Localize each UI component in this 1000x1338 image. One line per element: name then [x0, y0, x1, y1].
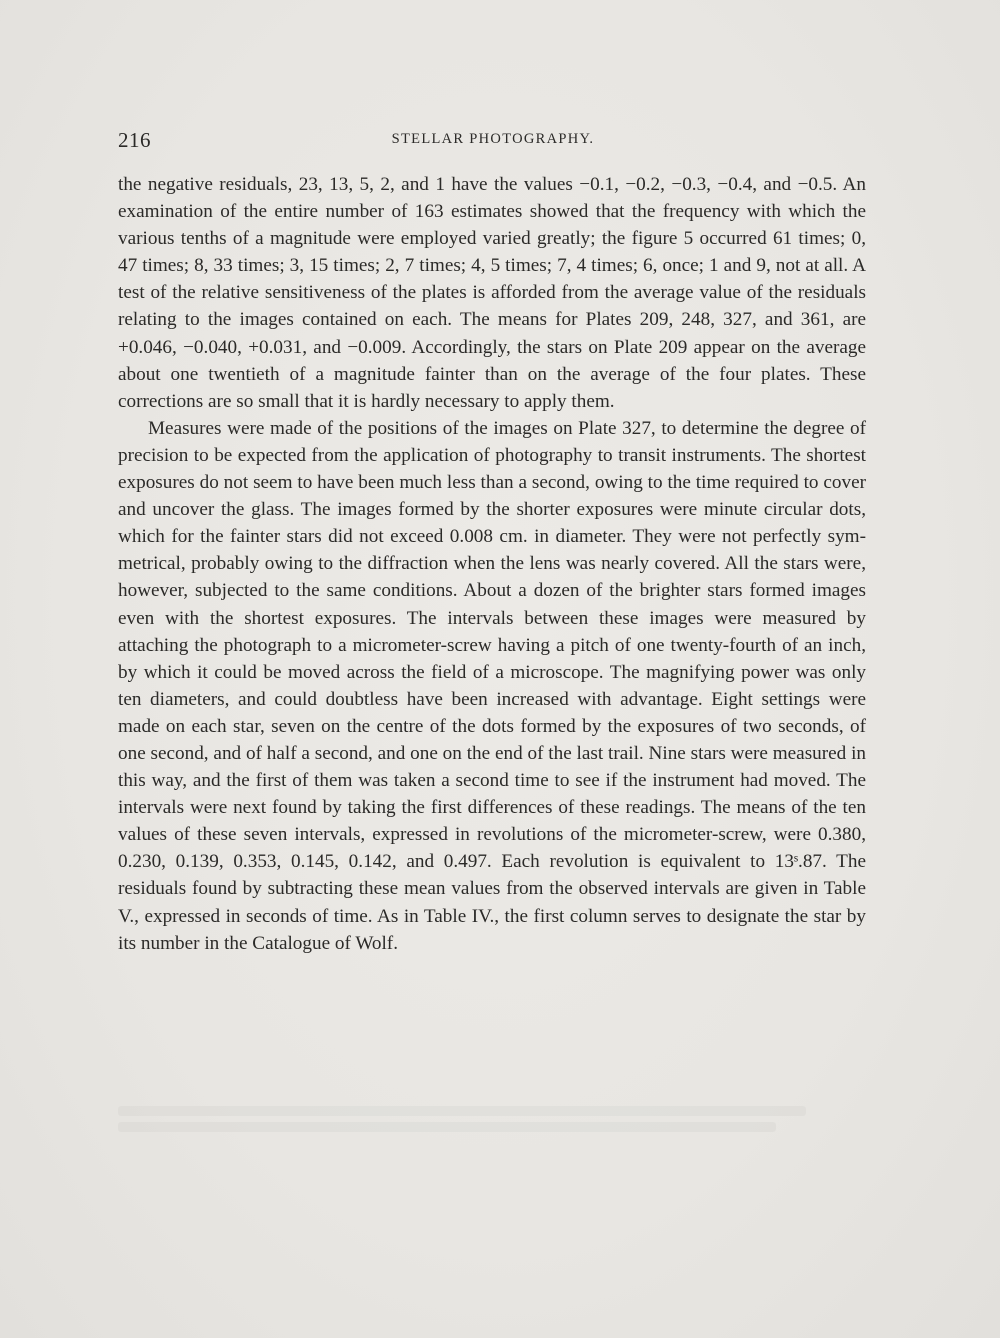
body-text	[118, 171, 866, 957]
page-number: 216	[118, 128, 151, 152]
paragraph-measures: Measures were made of the positions of the images on Plate 327, to determine the degree of precision to be expected from the application of photography to transit instruments. The shortest exposures do not seem to have been much less than a second, owing to the time required to cover and uncover the glass. The images formed by the shorter exposures were minute circular dots, which for the fainter stars did not exceed 0.008 cm. in diameter. They were not perfectly symmetrical, probably owing to the diffraction when the lens was nearly covered. All the stars were, however, subjected to the same conditions. About a dozen of the brighter stars formed images even with the shortest exposures. The intervals between these images were measured by attaching the photograph to a micrometer-screw having a pitch of one twenty-fourth of an inch, by which it could be moved across the field of a microscope. The magnifying power was only ten diameters, and could doubtless have been increased with advantage. Eight settings were made on each star, seven on the centre of the dots formed by the exposures of two seconds, of one second, and of half a second, and one on the end of the last trail. Nine stars were measured in this way, and the first of them was taken a second time to see if the instrument had moved. The intervals were next found by taking the first differences of these readings. The means of the ten values of these seven intervals, expressed in revolutions of the micrometer-screw, were 0.380, 0.230, 0.139, 0.353, 0.145, 0.142, and 0.497. Each revolution is equivalent to 13ˢ.87. The residuals found by subtracting these mean values from the observed intervals are given in Table V., expressed in seconds of time. As in Table IV., the first column serves to designate the star by its number in the Catalogue of Wolf.	[118, 417, 866, 954]
running-head	[118, 128, 868, 158]
show-through-text	[118, 1100, 866, 1150]
paragraph-continued: the negative residuals, 23, 13, 5, 2, and 1 have the values −0.1, −0.2, −0.3, −0.4, and −0.5. An examination of the entire number of 163 estimates showed that the frequency with which the various tenths of a magnitude were employed varied greatly; the figure 5 occurred 61 times; 0, 47 times; 8, 33 times; 3, 15 times; 2, 7 times; 4, 5 times; 7, 4 times; 6, once; 1 and 9, not at all. A test of the relative sensitiveness of the plates is afforded from the average value of the residuals relating to the images contained on each. The means for Plates 209, 248, 327, and 361, are +0.046, −0.040, +0.031, and −0.009. Accordingly, the stars on Plate 209 appear on the average about one twentieth of a magnitude fainter than on the average of the four plates. These corrections are so small that it is hardly necessary to apply them.	[118, 174, 866, 412]
running-title: STELLAR PHOTOGRAPHY.	[391, 131, 595, 147]
